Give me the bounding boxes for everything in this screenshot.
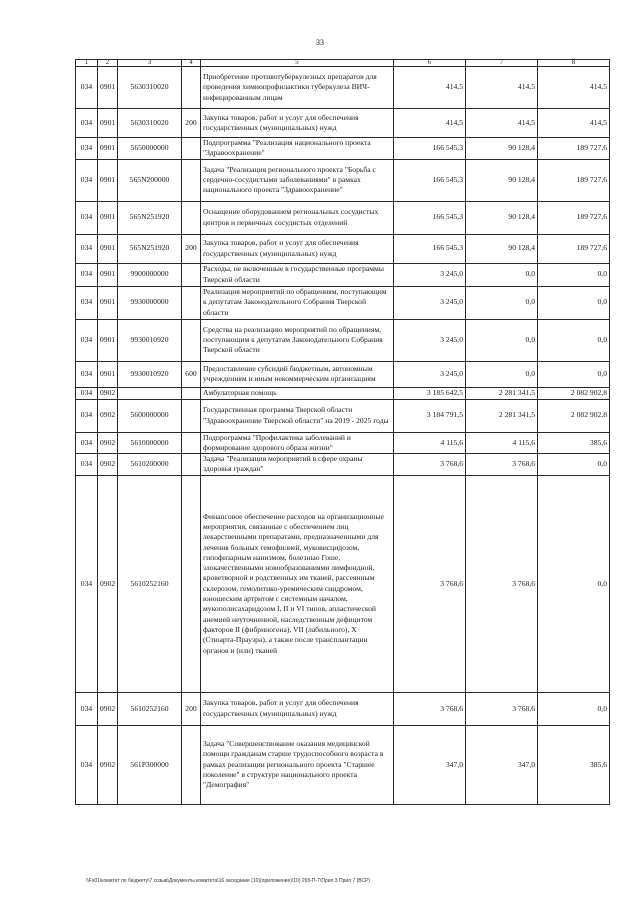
cell-amount-year1: 3 245,0	[394, 286, 466, 319]
cell-vedomstvo: 034	[76, 109, 98, 138]
cell-amount-year1: 3 185 642,5	[394, 387, 466, 399]
cell-target-article: 561P300000	[118, 725, 182, 804]
cell-razdel: 0902	[98, 432, 118, 454]
cell-target-article: 5610252160	[118, 475, 182, 692]
cell-vedomstvo: 034	[76, 234, 98, 263]
table-row	[76, 67, 610, 109]
cell-expense-type	[182, 159, 201, 201]
table-row	[76, 454, 610, 476]
cell-amount-year3: 0,0	[538, 361, 610, 387]
table-row	[76, 263, 610, 286]
cell-razdel: 0901	[98, 109, 118, 138]
cell-expense-type	[182, 263, 201, 286]
cell-amount-year1: 347,0	[394, 725, 466, 804]
column-number: 8	[538, 60, 610, 67]
cell-name: Расходы, не включенные в государственные программы Тверской области	[201, 263, 394, 286]
cell-name: Задача "Совершенствование оказания медицинской помощи гражданам старше трудоспособного возраста в рамках реализации регионального проекта "Старшее поколение" в структуре национального проекта "Демография"	[201, 725, 394, 804]
cell-vedomstvo: 034	[76, 475, 98, 692]
cell-target-article: 565N200000	[118, 159, 182, 201]
cell-amount-year2: 347,0	[466, 725, 538, 804]
cell-vedomstvo: 034	[76, 387, 98, 399]
cell-name: Закупка товаров, работ и услуг для обеспечения государственных (муниципальных) нужд	[201, 109, 394, 138]
cell-amount-year1: 166 545,3	[394, 234, 466, 263]
cell-amount-year1: 4 115,6	[394, 432, 466, 454]
cell-amount-year2: 3 768,6	[466, 475, 538, 692]
table-row	[76, 109, 610, 138]
cell-name: Задача "Реализация регионального проекта "Борьба с сердечно-сосудистыми заболеваниями" в рамках национального проекта "Здравоохранение"	[201, 159, 394, 201]
cell-amount-year3: 414,5	[538, 109, 610, 138]
cell-target-article: 565N251920	[118, 234, 182, 263]
cell-amount-year2: 414,5	[466, 109, 538, 138]
cell-target-article: 5630310020	[118, 67, 182, 109]
cell-amount-year1: 3 245,0	[394, 361, 466, 387]
cell-target-article: 5610200000	[118, 454, 182, 476]
cell-name: Амбулаторная помощь	[201, 387, 394, 399]
cell-razdel: 0901	[98, 361, 118, 387]
cell-name: Оснащение оборудованием региональных сосудистых центров и первичных сосудистых отделений	[201, 201, 394, 234]
cell-expense-type	[182, 286, 201, 319]
cell-amount-year1: 3 245,0	[394, 319, 466, 361]
cell-amount-year1: 3 768,6	[394, 692, 466, 725]
column-number: 3	[118, 60, 182, 67]
cell-amount-year1: 3 768,6	[394, 454, 466, 476]
page-number: 33	[316, 38, 324, 47]
cell-amount-year2: 2 281 341,5	[466, 387, 538, 399]
table-row	[76, 475, 610, 692]
cell-razdel: 0901	[98, 234, 118, 263]
cell-expense-type	[182, 725, 201, 804]
cell-amount-year2: 414,5	[466, 67, 538, 109]
cell-expense-type: 200	[182, 234, 201, 263]
cell-razdel: 0902	[98, 692, 118, 725]
cell-vedomstvo: 034	[76, 692, 98, 725]
table-row	[76, 201, 610, 234]
cell-amount-year3: 189 727,6	[538, 159, 610, 201]
cell-expense-type	[182, 319, 201, 361]
cell-target-article: 565N251920	[118, 201, 182, 234]
cell-amount-year2: 90 128,4	[466, 159, 538, 201]
cell-vedomstvo: 034	[76, 399, 98, 432]
table-row	[76, 387, 610, 399]
column-number: 7	[466, 60, 538, 67]
cell-name: Финансовое обеспечение расходов на организационные мероприятия, связанные с обеспечением лиц лекарственными препаратами, предназначенными для лечения больных гемофилией, муковисцидозом, гипофизарным нанизмом, болезнью Гоше, злокачественными новообразованиями лимфоидной, кроветворной и родственных им тканей, рассеянным склерозом, гемолитико-уремическим синдромом, юношеским артритом с системным началом, мукополисахаридозом I, II и VI типов, апластической анемией неуточненной, наследственным дефицитом факторов II (фибриногена), VII (лабильного), X (Стюарта-Прауэра), а также после трансплантации органов и (или) тканей	[201, 475, 394, 692]
cell-expense-type: 600	[182, 361, 201, 387]
cell-amount-year2: 0,0	[466, 361, 538, 387]
budget-table	[75, 59, 610, 805]
cell-expense-type: 200	[182, 109, 201, 138]
table-row	[76, 286, 610, 319]
cell-amount-year3: 2 082 902,8	[538, 387, 610, 399]
cell-expense-type	[182, 201, 201, 234]
cell-amount-year3: 0,0	[538, 263, 610, 286]
cell-razdel: 0901	[98, 159, 118, 201]
cell-vedomstvo: 034	[76, 319, 98, 361]
table-row	[76, 692, 610, 725]
cell-amount-year1: 166 545,3	[394, 159, 466, 201]
cell-amount-year2: 0,0	[466, 319, 538, 361]
cell-vedomstvo: 034	[76, 361, 98, 387]
cell-target-article: 5630310020	[118, 109, 182, 138]
cell-amount-year2: 0,0	[466, 263, 538, 286]
cell-vedomstvo: 034	[76, 263, 98, 286]
table-row	[76, 159, 610, 201]
cell-target-article	[118, 387, 182, 399]
cell-vedomstvo: 034	[76, 201, 98, 234]
column-number: 1	[76, 60, 98, 67]
column-number: 4	[182, 60, 201, 67]
cell-expense-type: 200	[182, 692, 201, 725]
cell-vedomstvo: 034	[76, 432, 98, 454]
cell-target-article: 9900000000	[118, 263, 182, 286]
table-row	[76, 138, 610, 160]
cell-target-article: 5610000000	[118, 432, 182, 454]
column-number-row	[76, 60, 610, 67]
cell-amount-year3: 189 727,6	[538, 234, 610, 263]
cell-amount-year2: 90 128,4	[466, 138, 538, 160]
cell-razdel: 0901	[98, 286, 118, 319]
cell-amount-year3: 385,6	[538, 432, 610, 454]
cell-name: Государственная программа Тверской области "Здравоохранение Тверской области" на 2019 - 2025 годы	[201, 399, 394, 432]
cell-razdel: 0901	[98, 138, 118, 160]
cell-target-article: 9930010920	[118, 361, 182, 387]
cell-razdel: 0902	[98, 399, 118, 432]
column-number: 6	[394, 60, 466, 67]
cell-amount-year3: 2 082 902,8	[538, 399, 610, 432]
cell-amount-year3: 0,0	[538, 454, 610, 476]
table-row	[76, 319, 610, 361]
cell-amount-year3: 0,0	[538, 286, 610, 319]
cell-amount-year3: 385,6	[538, 725, 610, 804]
cell-amount-year1: 166 545,3	[394, 201, 466, 234]
cell-amount-year3: 189 727,6	[538, 201, 610, 234]
cell-amount-year3: 0,0	[538, 692, 610, 725]
cell-amount-year2: 90 128,4	[466, 234, 538, 263]
cell-amount-year1: 3 768,6	[394, 475, 466, 692]
cell-target-article: 5650000000	[118, 138, 182, 160]
cell-target-article: 9930000000	[118, 286, 182, 319]
cell-razdel: 0901	[98, 67, 118, 109]
cell-name: Предоставление субсидий бюджетным, автономным учреждениям и иным некоммерческим организациям	[201, 361, 394, 387]
cell-vedomstvo: 034	[76, 454, 98, 476]
cell-name: Реализация мероприятий по обращениям, поступающим к депутатам Законодательного Собрания Тверской области	[201, 286, 394, 319]
cell-amount-year2: 3 768,6	[466, 454, 538, 476]
cell-amount-year3: 189 727,6	[538, 138, 610, 160]
cell-amount-year3: 414,5	[538, 67, 610, 109]
cell-amount-year2: 90 128,4	[466, 201, 538, 234]
cell-amount-year3: 0,0	[538, 319, 610, 361]
cell-expense-type	[182, 67, 201, 109]
cell-expense-type	[182, 399, 201, 432]
cell-razdel: 0902	[98, 387, 118, 399]
cell-amount-year1: 3 245,0	[394, 263, 466, 286]
cell-amount-year1: 414,5	[394, 109, 466, 138]
cell-name: Подпрограмма "Реализация национального проекта "Здравоохранение"	[201, 138, 394, 160]
cell-expense-type	[182, 387, 201, 399]
table-row	[76, 234, 610, 263]
cell-target-article: 5610252160	[118, 692, 182, 725]
column-number: 2	[98, 60, 118, 67]
cell-razdel: 0902	[98, 454, 118, 476]
cell-razdel: 0901	[98, 319, 118, 361]
cell-amount-year2: 4 115,6	[466, 432, 538, 454]
cell-expense-type	[182, 432, 201, 454]
table-row	[76, 725, 610, 804]
cell-expense-type	[182, 138, 201, 160]
cell-razdel: 0901	[98, 263, 118, 286]
table-row	[76, 399, 610, 432]
cell-vedomstvo: 034	[76, 67, 98, 109]
cell-amount-year1: 166 545,3	[394, 138, 466, 160]
cell-vedomstvo: 034	[76, 138, 98, 160]
table-row	[76, 432, 610, 454]
cell-amount-year2: 3 768,6	[466, 692, 538, 725]
cell-target-article: 5600000000	[118, 399, 182, 432]
footer-file-path: \\Fs01\комитет по бюджету\7 созыв\Документы комитета\16 заседание (10)(приложение)\10) 265-П-7\Прил 3 Прил 7 (ВСР)	[86, 878, 371, 884]
cell-name: Задача "Реализация мероприятий в сфере охраны здоровья граждан"	[201, 454, 394, 476]
cell-name: Закупка товаров, работ и услуг для обеспечения государственных (муниципальных) нужд	[201, 692, 394, 725]
cell-amount-year1: 414,5	[394, 67, 466, 109]
cell-expense-type	[182, 475, 201, 692]
cell-vedomstvo: 034	[76, 725, 98, 804]
cell-expense-type	[182, 454, 201, 476]
cell-amount-year2: 2 281 341,5	[466, 399, 538, 432]
cell-target-article: 9930010920	[118, 319, 182, 361]
cell-razdel: 0902	[98, 475, 118, 692]
cell-vedomstvo: 034	[76, 159, 98, 201]
cell-name: Подпрограмма "Профилактика заболеваний и формирование здорового образа жизни"	[201, 432, 394, 454]
cell-razdel: 0902	[98, 725, 118, 804]
table-row	[76, 361, 610, 387]
cell-amount-year1: 3 184 791,5	[394, 399, 466, 432]
cell-name: Средства на реализацию мероприятий по обращениям, поступающим к депутатам Законодательного Собрания Тверской области	[201, 319, 394, 361]
cell-amount-year2: 0,0	[466, 286, 538, 319]
cell-vedomstvo: 034	[76, 286, 98, 319]
cell-razdel: 0901	[98, 201, 118, 234]
cell-name: Закупка товаров, работ и услуг для обеспечения государственных (муниципальных) нужд	[201, 234, 394, 263]
column-number: 5	[201, 60, 394, 67]
cell-name: Приобретение противотуберкулезных препаратов для проведения химиопрофилактики туберкулеза ВИЧ-инфицированным лицам	[201, 67, 394, 109]
cell-amount-year3: 0,0	[538, 475, 610, 692]
